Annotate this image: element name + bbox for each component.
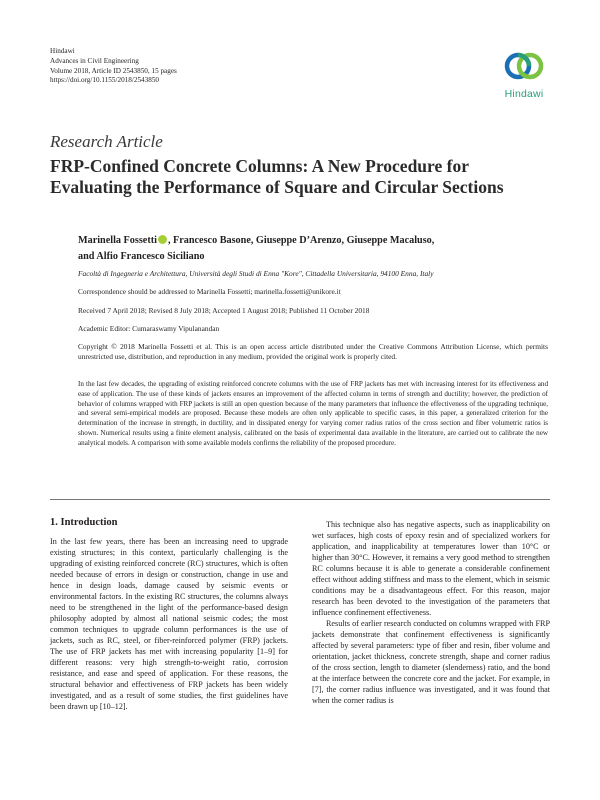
body-column-left xyxy=(50,536,288,712)
body-column-right xyxy=(312,519,550,706)
doi-link[interactable]: https://doi.org/10.1155/2018/2543850 xyxy=(50,76,160,85)
affiliation: Facoltà di Ingegneria e Architettura, Università degli Studi di Enna "Kore", Cittadella Universitaria, 94100 Enna, Italy xyxy=(78,269,434,278)
author-name[interactable]: Marinella Fossetti xyxy=(78,235,157,246)
section-divider xyxy=(50,499,550,500)
paragraph: Results of earlier research conducted on columns wrapped with FRP jackets demonstrate that confinement effectiveness is significantly affected by several parameters: type of fiber and resin, fiber volume and orientation, jacket thickness, concrete strength, shape and corner radius of the cross section, length to diameter (slenderness) ratio, and the bond at the interface between the concrete core and the jacket. For example, in [7], the corner radius influence was investigated, and it was found that when the corner radius is xyxy=(312,619,550,705)
hindawi-logo-text: Hindawi xyxy=(504,88,544,100)
academic-editor: Academic Editor: Cumaraswamy Vipulanandan xyxy=(78,324,220,333)
title-line: Evaluating the Performance of Square and Circular Sections xyxy=(50,177,504,197)
author-names: and Alfio Francesco Siciliano xyxy=(78,250,205,262)
section-heading: 1. Introduction xyxy=(50,517,118,528)
correspondence: Correspondence should be addressed to Marinella Fossetti; marinella.fossetti@unikore.it xyxy=(78,287,341,296)
copyright-notice: Copyright © 2018 Marinella Fossetti et al. This is an open access article distributed under the Creative Commons Attribution License, which permits unrestricted use, distribution, and reproduction in any medium, provided the original work is properly cited. xyxy=(78,342,548,361)
title-line: FRP-Confined Concrete Columns: A New Procedure for xyxy=(50,156,469,176)
hindawi-logo xyxy=(496,46,552,100)
author-list xyxy=(78,233,548,264)
orcid-icon[interactable] xyxy=(158,235,167,244)
paragraph: In the last few years, there has been an increasing need to upgrade existing structures; in this context, particularly challenging is the upgrading of existing reinforced concrete (RC) structures, which is often needed because of errors in design or construction, change in use and hence in design loads, damage caused by seismic events or environmental factors. In the existing RC structures, the columns always need to be strengthened in the light of the performance-based design philosophy adopted by almost all national seismic codes; the most common techniques to upgrade column performances is the use of jackets, such as RC, steel, or fiber-reinforced polymer (FRP) jackets. The use of FRP jackets has met with increasing popularity [1–9] for different reasons: very high strength-to-weight ratio, corrosion resistance, and ease and speed of application. For these reasons, the structural behavior and effectiveness of FRP jackets has been widely investigated, and as a result of some studies, the first guidelines have been drawn up [10–12]. xyxy=(50,537,288,711)
journal-header xyxy=(50,47,177,86)
paragraph: This technique also has negative aspects, such as inapplicability on wet surfaces, high costs of epoxy resin and of specialized workers for application, and inapplicability at temperatures lower than 10°C or higher than 30°C. However, it remains a very good method to strengthen RC columns because it is able to generate a considerable confinement effect without adding stiffness and mass to the element, which in seismic conditions may be a disadvantageous effect. For this reason, major research has been devoted to the investigation of the parameters that influence confinement effectiveness. xyxy=(312,520,550,617)
journal-name: Advances in Civil Engineering xyxy=(50,56,139,65)
publisher-name: Hindawi xyxy=(50,47,75,55)
article-type: Research Article xyxy=(50,132,163,151)
author-names: , Francesco Basone, Giuseppe D’Arenzo, Giuseppe Macaluso, xyxy=(167,235,435,246)
publication-dates: Received 7 April 2018; Revised 8 July 2018; Accepted 1 August 2018; Published 11 October 2018 xyxy=(78,306,370,315)
abstract: In the last few decades, the upgrading of existing reinforced concrete columns with the use of FRP jackets has met with increasing interest for its effectiveness and ease of application. The use of these kinds of jackets ensures an improvement of the affected column in terms of strength and ductility; however, the prediction of behavior of columns wrapped with FRP jackets is still an open question because of the many parameters that influence the effectiveness of the upgrading technique, and several semi-empirical models are proposed. Because these models are often only applicable to specific cases, in this paper, a generalized criterion for the determination of the increase in strength, in ductility, and in dissipated energy for varying corner radius ratios of the cross section and fiber volumetric ratios is shown. Numerical results using a finite element analysis, calibrated on the basis of experimental data available in the literature, are carried out to calibrate the new analytical models. A comparison with some available models confirms the reliability of the proposed procedure. xyxy=(78,380,548,447)
volume-line: Volume 2018, Article ID 2543850, 15 pages xyxy=(50,66,177,75)
hindawi-rings-icon xyxy=(501,46,547,86)
paper-title xyxy=(50,156,550,198)
